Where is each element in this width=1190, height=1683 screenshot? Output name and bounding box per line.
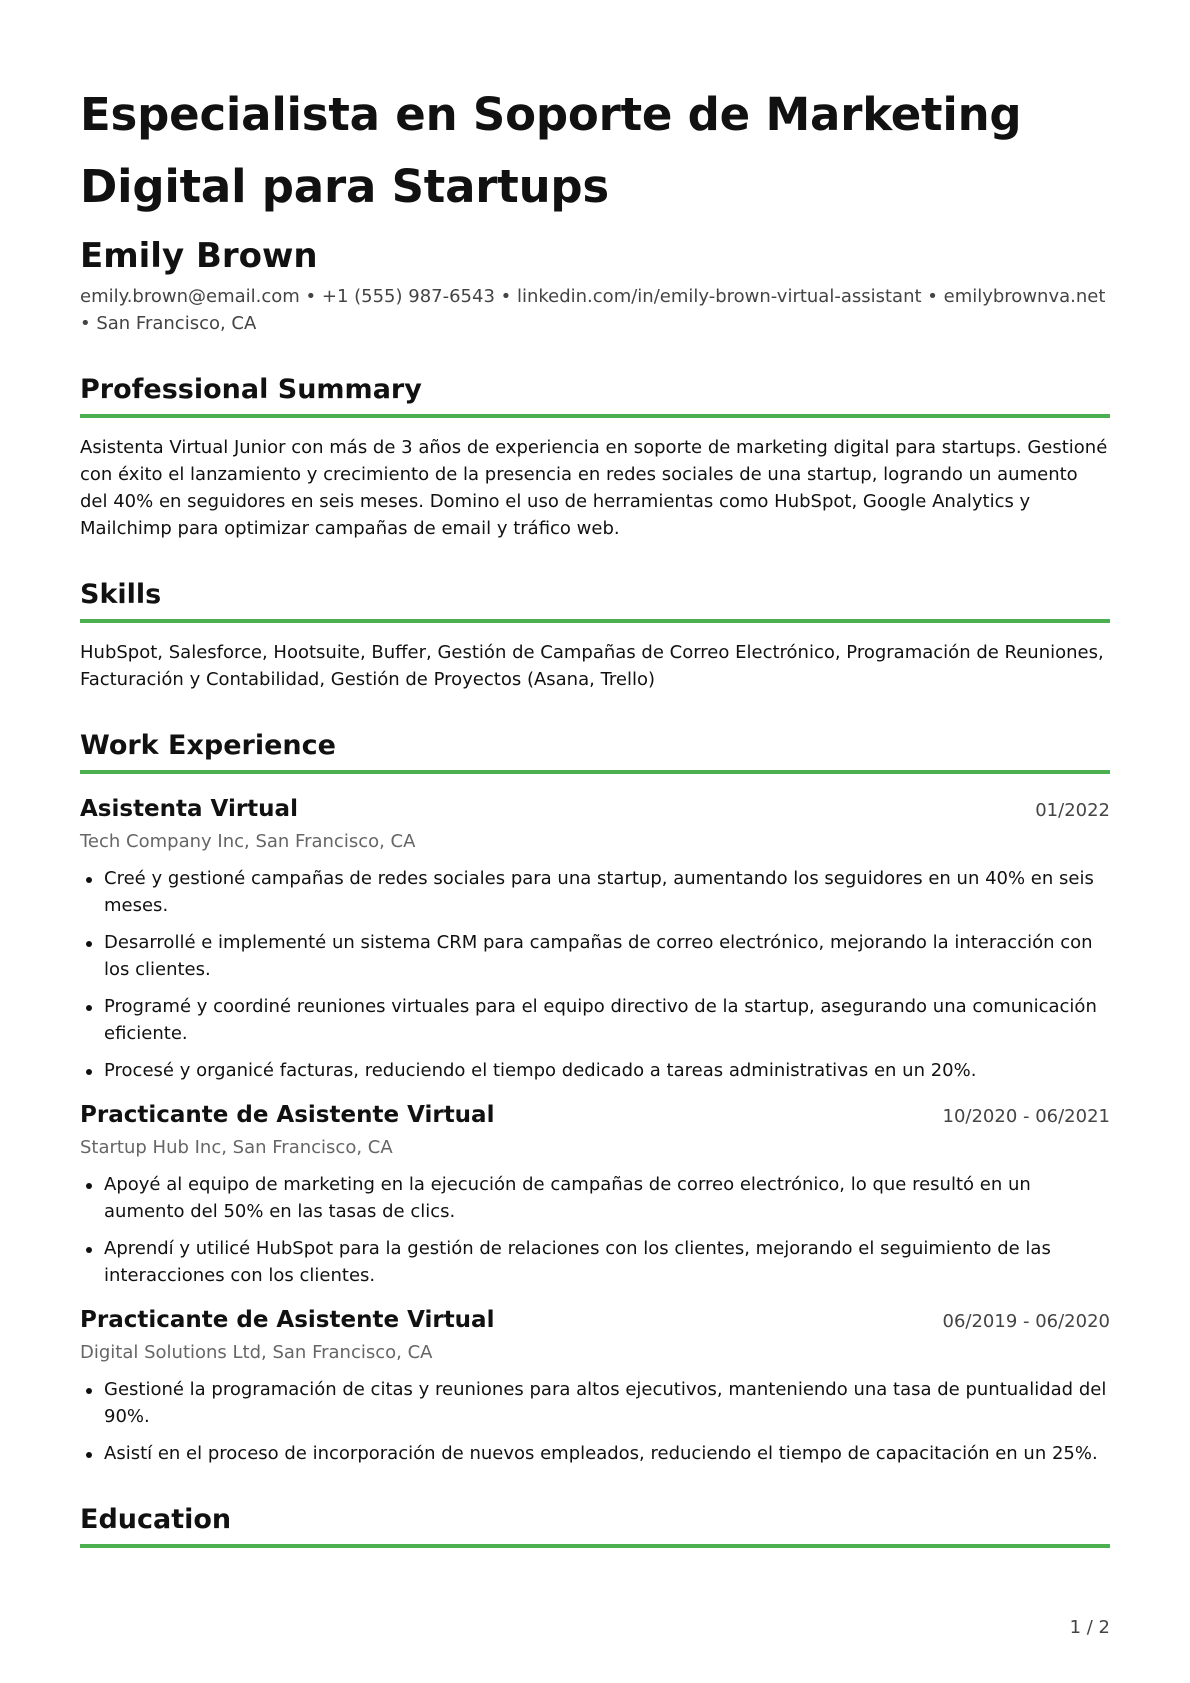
bullet-item	[80, 1440, 1110, 1467]
job-entry	[80, 792, 1110, 1084]
bullet-icon	[86, 1247, 92, 1253]
summary-section	[80, 371, 1110, 542]
job-header	[80, 792, 1110, 826]
bullet-text: Programé y coordiné reuniones virtuales para el equipo directivo de la startup, asegurando una comunicación eficiente.	[104, 996, 1097, 1044]
job-header	[80, 1303, 1110, 1337]
page-number: 1 / 2	[1069, 1617, 1110, 1638]
summary-heading: Professional Summary	[80, 371, 1110, 418]
skills-heading: Skills	[80, 576, 1110, 623]
job-date: 10/2020 - 06/2021	[942, 1106, 1110, 1127]
document-title-line-1: Especialista en Soporte de Marketing	[80, 88, 1022, 141]
job-bullets	[80, 865, 1110, 1084]
job-date: 01/2022	[1035, 800, 1110, 821]
job-title: Practicante de Asistente Virtual	[80, 1102, 495, 1128]
contact-info	[80, 283, 1110, 337]
skills-section	[80, 576, 1110, 693]
bullet-item	[80, 993, 1110, 1047]
bullet-icon	[86, 877, 92, 883]
bullet-item	[80, 929, 1110, 983]
job-company: Digital Solutions Ltd, San Francisco, CA	[80, 1342, 433, 1363]
skills-text: HubSpot, Salesforce, Hootsuite, Buffer, Gestión de Campañas de Correo Electrónico, Programación de Reuniones, Facturación y Contabilidad, Gestión de Proyectos (Asana, Trello)	[80, 642, 1104, 690]
job-entry	[80, 1303, 1110, 1467]
bullet-icon	[86, 1005, 92, 1011]
contact-line-2: • San Francisco, CA	[80, 313, 257, 334]
bullet-text: Procesé y organicé facturas, reduciendo el tiempo dedicado a tareas administrativas en un 20%.	[104, 1060, 977, 1081]
bullet-icon	[86, 1388, 92, 1394]
contact-line-1: emily.brown@email.com • +1 (555) 987-6543 • linkedin.com/in/emily-brown-virtual-assistant • emilybrownva.net	[80, 286, 1106, 307]
job-company: Tech Company Inc, San Francisco, CA	[80, 831, 416, 852]
document-title	[80, 79, 1110, 223]
bullet-text: Apoyé al equipo de marketing en la ejecución de campañas de correo electrónico, lo que resultó en un aumento del 50% en las tasas de clics.	[104, 1174, 1031, 1222]
job-title: Asistenta Virtual	[80, 796, 298, 822]
bullet-item	[80, 1376, 1110, 1430]
bullet-text: Gestioné la programación de citas y reuniones para altos ejecutivos, manteniendo una tasa de puntualidad del 90%.	[104, 1379, 1107, 1427]
bullet-icon	[86, 1452, 92, 1458]
job-bullets	[80, 1376, 1110, 1467]
bullet-text: Desarrollé e implementé un sistema CRM para campañas de correo electrónico, mejorando la interacción con los clientes.	[104, 932, 1093, 980]
bullet-icon	[86, 1183, 92, 1189]
document-title-line-2: Digital para Startups	[80, 160, 610, 213]
bullet-text: Asistí en el proceso de incorporación de nuevos empleados, reduciendo el tiempo de capacitación en un 25%.	[104, 1443, 1098, 1464]
bullet-icon	[86, 1069, 92, 1075]
bullet-text: Creé y gestioné campañas de redes sociales para una startup, aumentando los seguidores en un 40% en seis meses.	[104, 868, 1094, 916]
job-title: Practicante de Asistente Virtual	[80, 1307, 495, 1333]
experience-section	[80, 727, 1110, 1467]
education-section	[80, 1501, 1110, 1548]
bullet-item	[80, 1235, 1110, 1289]
job-company: Startup Hub Inc, San Francisco, CA	[80, 1137, 393, 1158]
bullet-text: Aprendí y utilicé HubSpot para la gestión de relaciones con los clientes, mejorando el seguimiento de las interacciones con los clientes.	[104, 1238, 1051, 1286]
bullet-item	[80, 865, 1110, 919]
job-bullets	[80, 1171, 1110, 1289]
bullet-item	[80, 1057, 1110, 1084]
bullet-icon	[86, 941, 92, 947]
person-name: Emily Brown	[80, 236, 318, 276]
resume-header	[80, 79, 1110, 337]
job-header	[80, 1098, 1110, 1132]
education-heading: Education	[80, 1501, 1110, 1548]
job-date: 06/2019 - 06/2020	[942, 1311, 1110, 1332]
bullet-item	[80, 1171, 1110, 1225]
experience-heading: Work Experience	[80, 727, 1110, 774]
summary-text: Asistenta Virtual Junior con más de 3 años de experiencia en soporte de marketing digital para startups. Gestioné con éxito el lanzamiento y crecimiento de la presencia en redes sociales de una startup, logrando un aumento del 40% en seguidores en seis meses. Domino el uso de herramientas como HubSpot, Google Analytics y Mailchimp para optimizar campañas de email y tráfico web.	[80, 437, 1108, 539]
job-entry	[80, 1098, 1110, 1289]
